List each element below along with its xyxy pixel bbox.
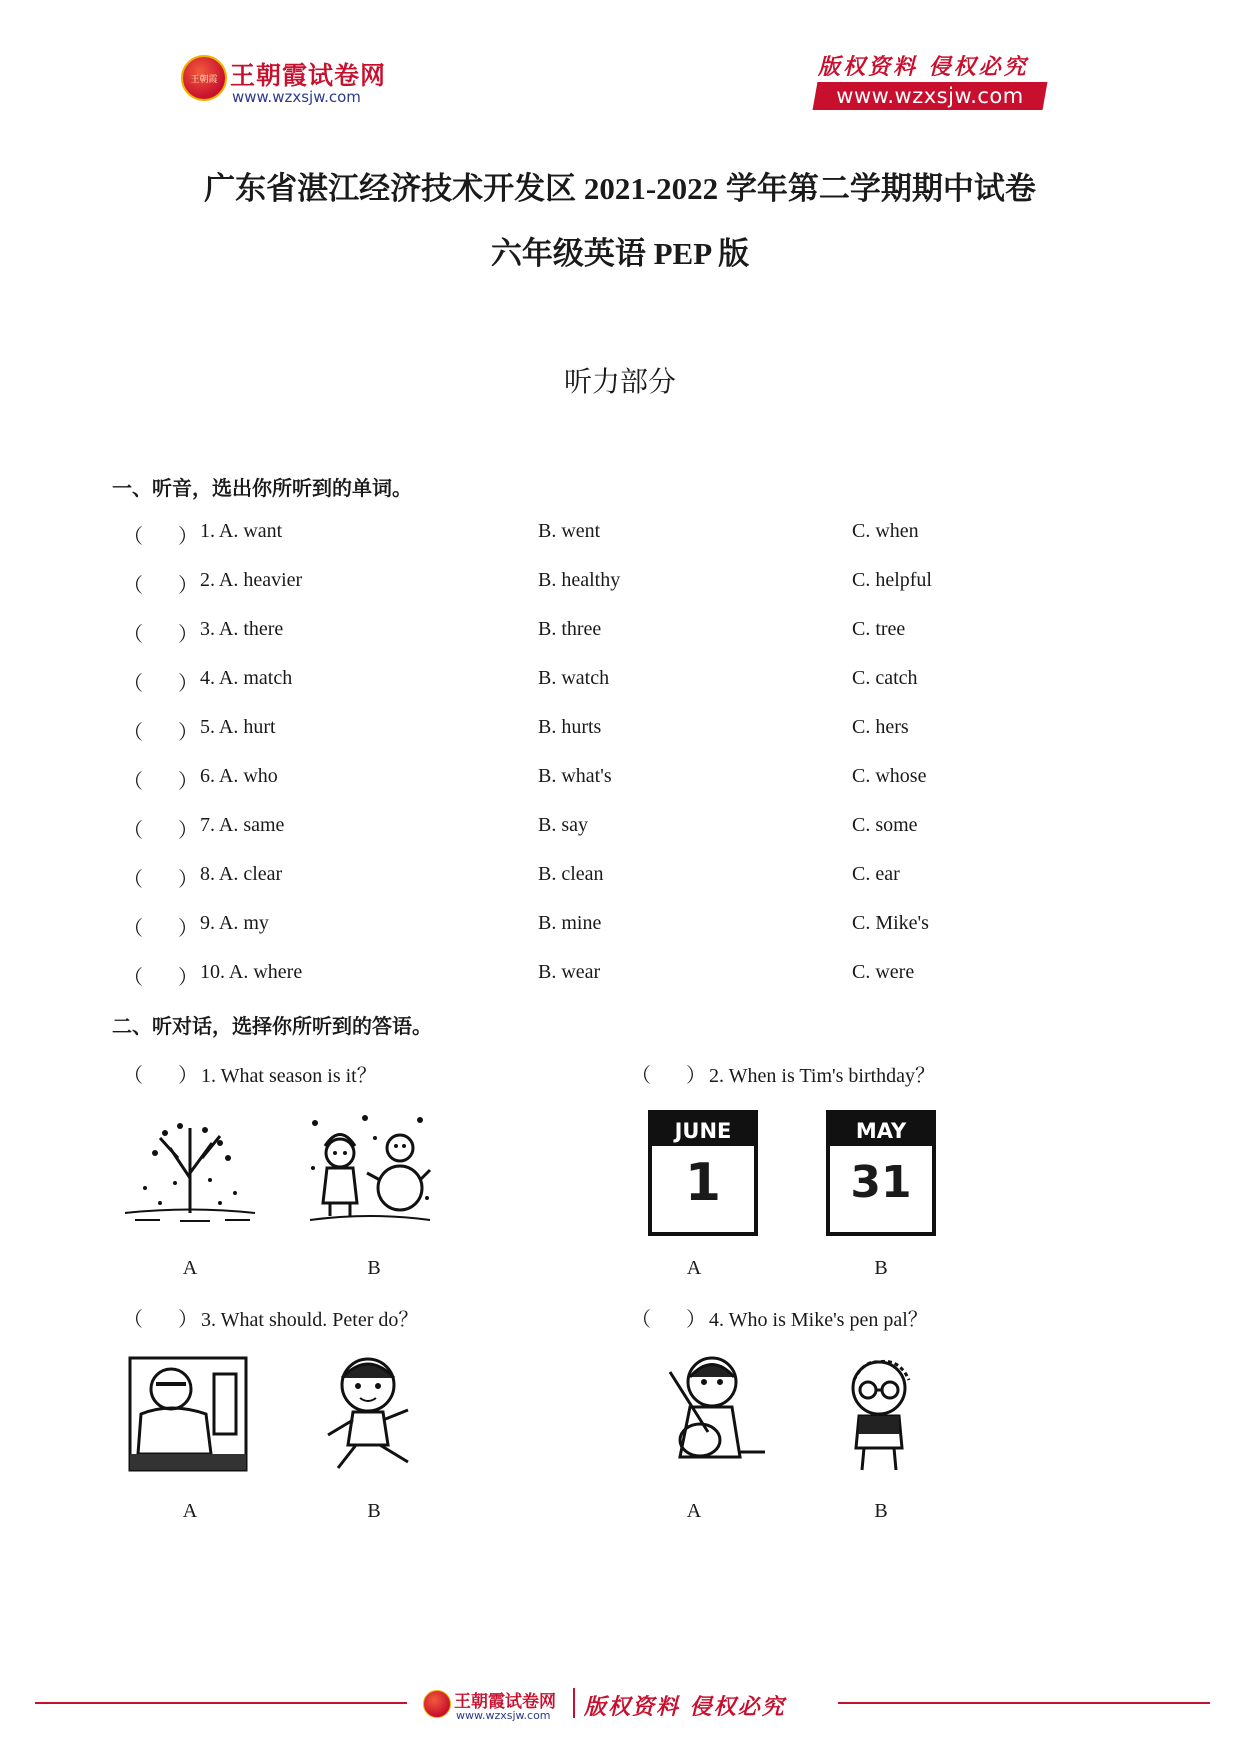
copyright-url: www.wzxsjw.com — [836, 84, 1024, 108]
snowman-child-icon — [305, 1108, 435, 1228]
calendar-june-icon: JUNE 1 — [648, 1110, 758, 1236]
answer-blank[interactable]: （ — [631, 1309, 651, 1331]
footer-separator — [573, 1688, 575, 1718]
option-a: 1. A. want — [200, 520, 283, 542]
option-a: 6. A. who — [200, 765, 278, 787]
boy-with-glasses-icon — [824, 1350, 934, 1476]
question-row: （ ） 2. A. heavier B. healthy C. helpful — [123, 569, 932, 597]
picture-label-a: A — [182, 1257, 198, 1279]
answer-blank[interactable]: （ — [123, 918, 143, 940]
option-a: 8. A. clear — [200, 863, 283, 885]
option-c: C. ear — [852, 863, 900, 885]
boy-with-guitar-icon — [640, 1352, 770, 1476]
answer-blank[interactable]: （ — [123, 575, 143, 597]
logo-badge-icon: 王朝霞 — [181, 55, 227, 101]
answer-blank[interactable]: （ — [631, 1065, 651, 1087]
option-b: B. mine — [538, 912, 602, 934]
question-row: （ ） 6. A. who B. what's C. whose — [123, 765, 927, 793]
option-b: B. wear — [538, 961, 601, 983]
answer-blank[interactable]: （ — [123, 526, 143, 548]
footer-logo-url[interactable]: www.wzxsjw.com — [456, 1709, 551, 1722]
option-b: B. say — [538, 814, 588, 836]
autumn-tree-icon — [120, 1108, 260, 1228]
answer-blank[interactable]: （ — [123, 771, 143, 793]
option-b: B. clean — [538, 863, 604, 885]
footer-logo-name: 王朝霞试卷网 — [454, 1692, 556, 1712]
copyright-url-box[interactable] — [813, 82, 1048, 110]
option-c: C. Mike's — [852, 912, 929, 934]
question-row: （ ） 3. A. there B. three C. tree — [123, 618, 906, 646]
picture-label-a: A — [182, 1500, 198, 1522]
exam-title: 广东省湛江经济技术开发区 2021-2022 学年第二学期期中试卷 — [204, 171, 1036, 206]
option-b: B. hurts — [538, 716, 602, 738]
option-c: C. catch — [852, 667, 918, 689]
answer-blank[interactable]: （ — [123, 820, 143, 842]
option-a: 5. A. hurt — [200, 716, 276, 738]
picture-label-b: B — [874, 1257, 888, 1279]
picture-label-b: B — [367, 1500, 381, 1522]
copyright-text: 版权资料 侵权必究 — [818, 54, 1029, 80]
option-a: 4. A. match — [200, 667, 293, 689]
answer-blank[interactable]: （ — [123, 1309, 143, 1331]
section-title: 听力部分 — [563, 367, 676, 398]
option-c: C. helpful — [852, 569, 932, 591]
question-row: （ ） 1. A. want B. went C. when — [123, 520, 919, 548]
part1-heading: 一、听音，选出你所听到的单词。 — [112, 478, 412, 500]
question-row: （ ） 4. A. match B. watch C. catch — [123, 667, 918, 695]
answer-blank[interactable]: （ — [123, 624, 143, 646]
option-a: 2. A. heavier — [200, 569, 303, 591]
option-a: 9. A. my — [200, 912, 269, 934]
logo-url[interactable]: www.wzxsjw.com — [232, 88, 361, 106]
option-b: B. healthy — [538, 569, 621, 591]
part2-heading: 二、听对话，选择你所听到的答语。 — [112, 1016, 432, 1038]
picture-label-b: B — [874, 1500, 888, 1522]
question-row: （ ） 9. A. my B. mine C. Mike's — [123, 912, 929, 940]
option-c: C. whose — [852, 765, 927, 787]
option-a: 7. A. same — [200, 814, 285, 836]
option-a: 10. A. where — [200, 961, 303, 983]
question-row: （ ） 7. A. same B. say C. some — [123, 814, 918, 842]
option-b: B. three — [538, 618, 602, 640]
question-row: （ ） 10. A. where B. wear C. were — [123, 961, 915, 989]
exam-subtitle: 六年级英语 PEP 版 — [490, 236, 750, 271]
option-b: B. watch — [538, 667, 610, 689]
option-c: C. when — [852, 520, 919, 542]
picture-label-a: A — [686, 1257, 702, 1279]
person-at-computer-icon — [126, 1354, 250, 1474]
option-c: C. tree — [852, 618, 906, 640]
footer-divider-left — [35, 1702, 407, 1704]
option-c: C. some — [852, 814, 918, 836]
option-b: B. went — [538, 520, 601, 542]
footer-logo-icon — [423, 1690, 451, 1718]
footer-divider-right — [838, 1702, 1210, 1704]
logo-name: 王朝霞试卷网 — [230, 61, 387, 90]
question-row: （ ） 8. A. clear B. clean C. ear — [123, 863, 900, 891]
picture-label-b: B — [367, 1257, 381, 1279]
option-c: C. were — [852, 961, 915, 983]
option-b: B. what's — [538, 765, 612, 787]
running-boy-icon — [308, 1350, 438, 1476]
option-a: 3. A. there — [200, 618, 284, 640]
answer-blank[interactable]: （ — [123, 1065, 143, 1087]
question-row: （ ） 5. A. hurt B. hurts C. hers — [123, 716, 909, 744]
answer-blank[interactable]: （ — [123, 869, 143, 891]
calendar-may-icon: MAY 31 — [826, 1110, 936, 1236]
option-c: C. hers — [852, 716, 909, 738]
answer-blank[interactable]: （ — [123, 967, 143, 989]
answer-blank[interactable]: （ — [123, 673, 143, 695]
picture-label-a: A — [686, 1500, 702, 1522]
answer-blank[interactable]: （ — [123, 722, 143, 744]
footer-copyright: 版权资料 侵权必究 — [584, 1694, 786, 1720]
